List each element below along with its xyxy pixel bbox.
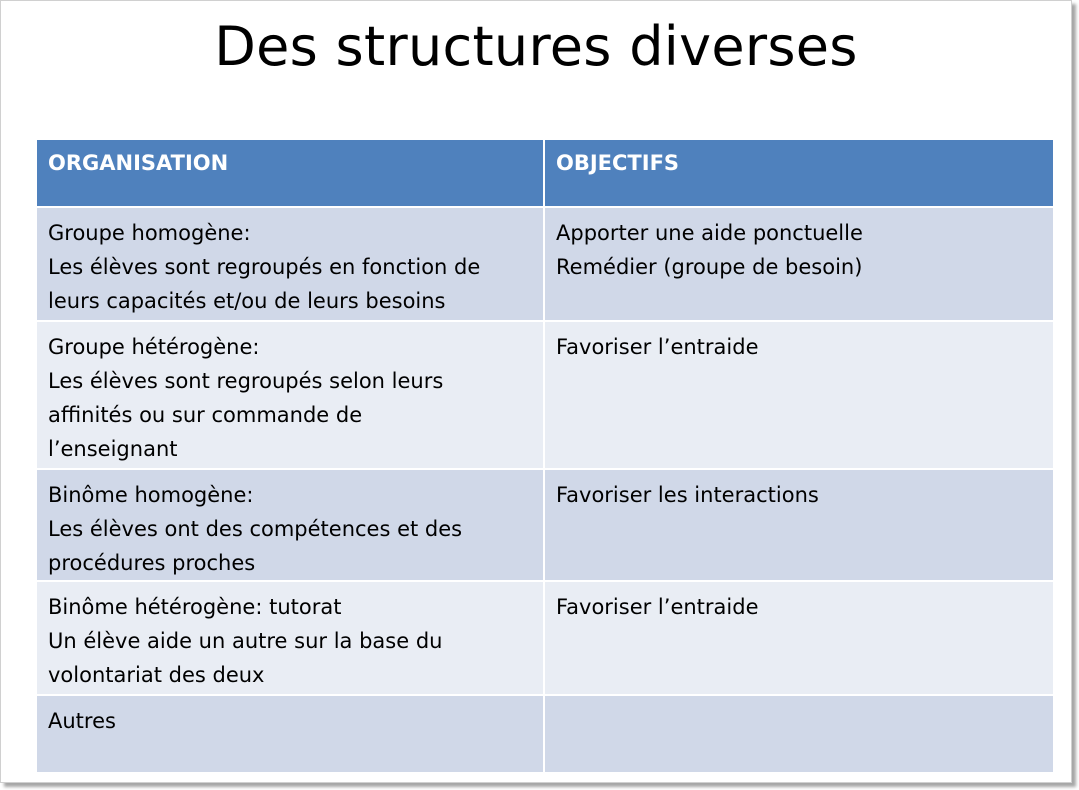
objectifs-cell — [544, 695, 1054, 773]
table-row — [36, 581, 1054, 695]
cell-line: l’enseignant — [48, 437, 178, 461]
cell-line: procédures proches — [48, 551, 256, 575]
organisation-cell — [36, 207, 544, 321]
header-organisation: ORGANISATION — [36, 139, 544, 207]
cell-line: Les élèves sont regroupés en fonction de — [48, 255, 481, 279]
cell-line: Favoriser l’entraide — [556, 335, 759, 359]
table-row — [36, 695, 1054, 773]
objectifs-cell — [544, 321, 1054, 469]
table-row — [36, 321, 1054, 469]
organisation-cell — [36, 695, 544, 773]
cell-line: Remédier (groupe de besoin) — [556, 255, 863, 279]
cell-line: leurs capacités et/ou de leurs besoins — [48, 289, 446, 313]
slide-title: Des structures diverses — [214, 15, 858, 78]
cell-line: volontariat des deux — [48, 663, 265, 687]
table-row — [36, 207, 1054, 321]
cell-line: Binôme homogène: — [48, 483, 254, 507]
cell-line: Les élèves sont regroupés selon leurs — [48, 369, 444, 393]
structures-table — [35, 138, 1055, 774]
objectifs-cell — [544, 469, 1054, 581]
cell-line: Favoriser l’entraide — [556, 595, 759, 619]
cell-line: Groupe homogène: — [48, 221, 251, 245]
cell-line: Binôme hétérogène: tutorat — [48, 595, 342, 619]
objectifs-cell — [544, 207, 1054, 321]
table-header-row — [36, 139, 1054, 207]
table-row — [36, 469, 1054, 581]
cell-line: affinités ou sur commande de — [48, 403, 363, 427]
organisation-cell — [36, 581, 544, 695]
cell-line: Un élève aide un autre sur la base du — [48, 629, 443, 653]
cell-line: Favoriser les interactions — [556, 483, 819, 507]
cell-line: Groupe hétérogène: — [48, 335, 260, 359]
header-objectifs: OBJECTIFS — [544, 139, 1054, 207]
organisation-cell — [36, 469, 544, 581]
cell-line: Autres — [48, 709, 116, 733]
organisation-cell — [36, 321, 544, 469]
cell-line: Apporter une aide ponctuelle — [556, 221, 863, 245]
cell-line: Les élèves ont des compétences et des — [48, 517, 463, 541]
objectifs-cell — [544, 581, 1054, 695]
